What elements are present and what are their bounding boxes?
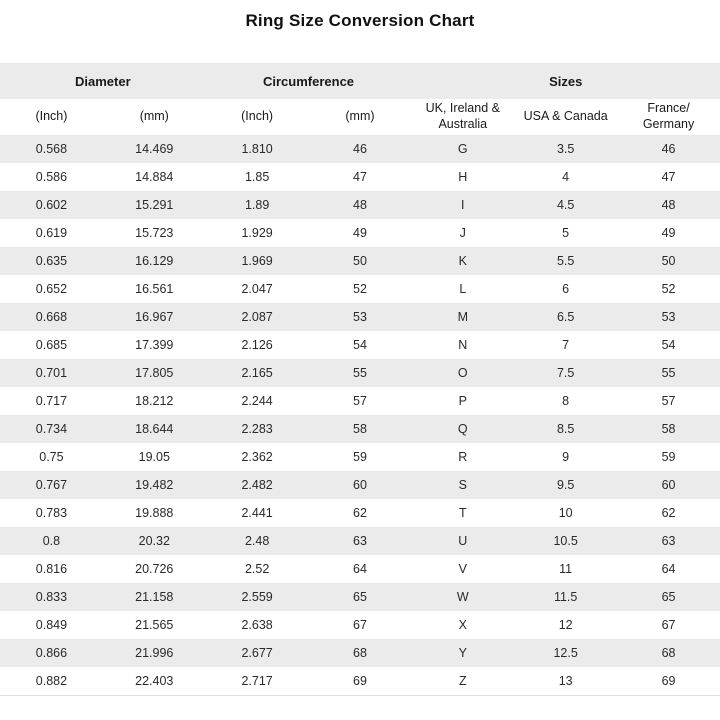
cell: K: [411, 247, 514, 275]
cell: 0.586: [0, 163, 103, 191]
cell: 67: [617, 611, 720, 639]
cell: 48: [617, 191, 720, 219]
cell: 1.89: [206, 191, 309, 219]
cell: 12.5: [514, 639, 617, 667]
cell: H: [411, 163, 514, 191]
cell: 59: [617, 443, 720, 471]
cell: 53: [617, 303, 720, 331]
table-row: [0, 555, 720, 583]
cell: O: [411, 359, 514, 387]
cell: 0.783: [0, 499, 103, 527]
cell: 16.967: [103, 303, 206, 331]
cell: 0.767: [0, 471, 103, 499]
table-row: [0, 527, 720, 555]
cell: 0.652: [0, 275, 103, 303]
cell: 49: [617, 219, 720, 247]
table-row: [0, 275, 720, 303]
table-row: [0, 135, 720, 163]
cell: I: [411, 191, 514, 219]
cell: 52: [617, 275, 720, 303]
cell: 6: [514, 275, 617, 303]
cell: 19.05: [103, 443, 206, 471]
cell: 18.644: [103, 415, 206, 443]
cell: 69: [617, 667, 720, 696]
cell: 47: [617, 163, 720, 191]
cell: 8.5: [514, 415, 617, 443]
table-row: [0, 443, 720, 471]
column-header-uk-ireland-australia: UK, Ireland & Australia: [411, 99, 514, 135]
cell: Y: [411, 639, 514, 667]
cell: 0.717: [0, 387, 103, 415]
table-row: [0, 499, 720, 527]
cell: 5: [514, 219, 617, 247]
cell: 2.482: [206, 471, 309, 499]
cell: 11: [514, 555, 617, 583]
table-row: [0, 611, 720, 639]
column-header-circumference-inch: (Inch): [206, 99, 309, 135]
cell: 0.619: [0, 219, 103, 247]
cell: M: [411, 303, 514, 331]
cell: 60: [617, 471, 720, 499]
cell: T: [411, 499, 514, 527]
cell: 10: [514, 499, 617, 527]
cell: G: [411, 135, 514, 163]
cell: X: [411, 611, 514, 639]
cell: 13: [514, 667, 617, 696]
cell: 9: [514, 443, 617, 471]
table-row: [0, 359, 720, 387]
cell: 8: [514, 387, 617, 415]
group-header-diameter: Diameter: [0, 63, 206, 99]
cell: 20.726: [103, 555, 206, 583]
cell: L: [411, 275, 514, 303]
group-header-circumference: Circumference: [206, 63, 412, 99]
cell: 19.888: [103, 499, 206, 527]
cell: 63: [309, 527, 412, 555]
cell: V: [411, 555, 514, 583]
table-row: [0, 219, 720, 247]
cell: 57: [617, 387, 720, 415]
cell: 0.701: [0, 359, 103, 387]
table-row: [0, 163, 720, 191]
cell: 50: [309, 247, 412, 275]
cell: Q: [411, 415, 514, 443]
cell: 67: [309, 611, 412, 639]
table-row: [0, 303, 720, 331]
table-row: [0, 331, 720, 359]
cell: 46: [617, 135, 720, 163]
cell: 57: [309, 387, 412, 415]
cell: 2.126: [206, 331, 309, 359]
cell: 12: [514, 611, 617, 639]
group-header-sizes: Sizes: [411, 63, 720, 99]
cell: J: [411, 219, 514, 247]
cell: 2.087: [206, 303, 309, 331]
column-header-circumference-mm: (mm): [309, 99, 412, 135]
cell: 1.810: [206, 135, 309, 163]
cell: 0.635: [0, 247, 103, 275]
column-header-diameter-mm: (mm): [103, 99, 206, 135]
table-row: [0, 415, 720, 443]
cell: 14.884: [103, 163, 206, 191]
cell: 48: [309, 191, 412, 219]
cell: 0.816: [0, 555, 103, 583]
cell: 58: [309, 415, 412, 443]
cell: 65: [617, 583, 720, 611]
table-row: [0, 387, 720, 415]
cell: 17.805: [103, 359, 206, 387]
cell: 0.734: [0, 415, 103, 443]
cell: 0.882: [0, 667, 103, 696]
cell: 2.638: [206, 611, 309, 639]
cell: 52: [309, 275, 412, 303]
cell: 62: [309, 499, 412, 527]
cell: 0.568: [0, 135, 103, 163]
table-row: [0, 583, 720, 611]
table-row: [0, 191, 720, 219]
cell: 16.129: [103, 247, 206, 275]
cell: 50: [617, 247, 720, 275]
cell: 0.8: [0, 527, 103, 555]
cell: 3.5: [514, 135, 617, 163]
cell: 7: [514, 331, 617, 359]
cell: 0.75: [0, 443, 103, 471]
cell: 53: [309, 303, 412, 331]
cell: 4.5: [514, 191, 617, 219]
cell: 68: [617, 639, 720, 667]
table-column-header-row: [0, 99, 720, 135]
cell: 17.399: [103, 331, 206, 359]
cell: U: [411, 527, 514, 555]
table-row: [0, 667, 720, 696]
cell: 2.559: [206, 583, 309, 611]
cell: 0.849: [0, 611, 103, 639]
cell: 15.291: [103, 191, 206, 219]
cell: 2.48: [206, 527, 309, 555]
cell: 47: [309, 163, 412, 191]
cell: 68: [309, 639, 412, 667]
cell: 54: [309, 331, 412, 359]
cell: 10.5: [514, 527, 617, 555]
cell: 64: [617, 555, 720, 583]
cell: 15.723: [103, 219, 206, 247]
cell: 2.441: [206, 499, 309, 527]
cell: 2.165: [206, 359, 309, 387]
cell: 21.158: [103, 583, 206, 611]
cell: 11.5: [514, 583, 617, 611]
cell: 55: [309, 359, 412, 387]
table-row: [0, 639, 720, 667]
table-row: [0, 471, 720, 499]
cell: 65: [309, 583, 412, 611]
cell: 21.996: [103, 639, 206, 667]
cell: 21.565: [103, 611, 206, 639]
cell: 1.929: [206, 219, 309, 247]
cell: 46: [309, 135, 412, 163]
cell: 58: [617, 415, 720, 443]
cell: 16.561: [103, 275, 206, 303]
page-title: Ring Size Conversion Chart: [245, 11, 475, 30]
cell: 2.362: [206, 443, 309, 471]
cell: 4: [514, 163, 617, 191]
cell: 0.866: [0, 639, 103, 667]
cell: 20.32: [103, 527, 206, 555]
cell: S: [411, 471, 514, 499]
column-header-france-germany: France/ Germany: [617, 99, 720, 135]
cell: N: [411, 331, 514, 359]
cell: R: [411, 443, 514, 471]
cell: 2.52: [206, 555, 309, 583]
cell: 63: [617, 527, 720, 555]
cell: 1.969: [206, 247, 309, 275]
table-row: [0, 247, 720, 275]
cell: 9.5: [514, 471, 617, 499]
cell: W: [411, 583, 514, 611]
column-header-diameter-inch: (Inch): [0, 99, 103, 135]
cell: 2.677: [206, 639, 309, 667]
table-body: [0, 135, 720, 696]
cell: 2.717: [206, 667, 309, 696]
cell: 49: [309, 219, 412, 247]
cell: 62: [617, 499, 720, 527]
cell: 2.047: [206, 275, 309, 303]
cell: Z: [411, 667, 514, 696]
cell: 69: [309, 667, 412, 696]
cell: 1.85: [206, 163, 309, 191]
table-head: [0, 63, 720, 135]
cell: 14.469: [103, 135, 206, 163]
column-header-usa-canada: USA & Canada: [514, 99, 617, 135]
cell: 19.482: [103, 471, 206, 499]
cell: 54: [617, 331, 720, 359]
cell: 55: [617, 359, 720, 387]
cell: 64: [309, 555, 412, 583]
cell: 22.403: [103, 667, 206, 696]
cell: P: [411, 387, 514, 415]
cell: 2.244: [206, 387, 309, 415]
cell: 6.5: [514, 303, 617, 331]
cell: 0.602: [0, 191, 103, 219]
cell: 59: [309, 443, 412, 471]
cell: 0.668: [0, 303, 103, 331]
cell: 5.5: [514, 247, 617, 275]
cell: 7.5: [514, 359, 617, 387]
ring-size-conversion-table: [0, 63, 720, 696]
cell: 18.212: [103, 387, 206, 415]
cell: 2.283: [206, 415, 309, 443]
cell: 0.685: [0, 331, 103, 359]
cell: 60: [309, 471, 412, 499]
table-group-header-row: [0, 63, 720, 99]
cell: 0.833: [0, 583, 103, 611]
